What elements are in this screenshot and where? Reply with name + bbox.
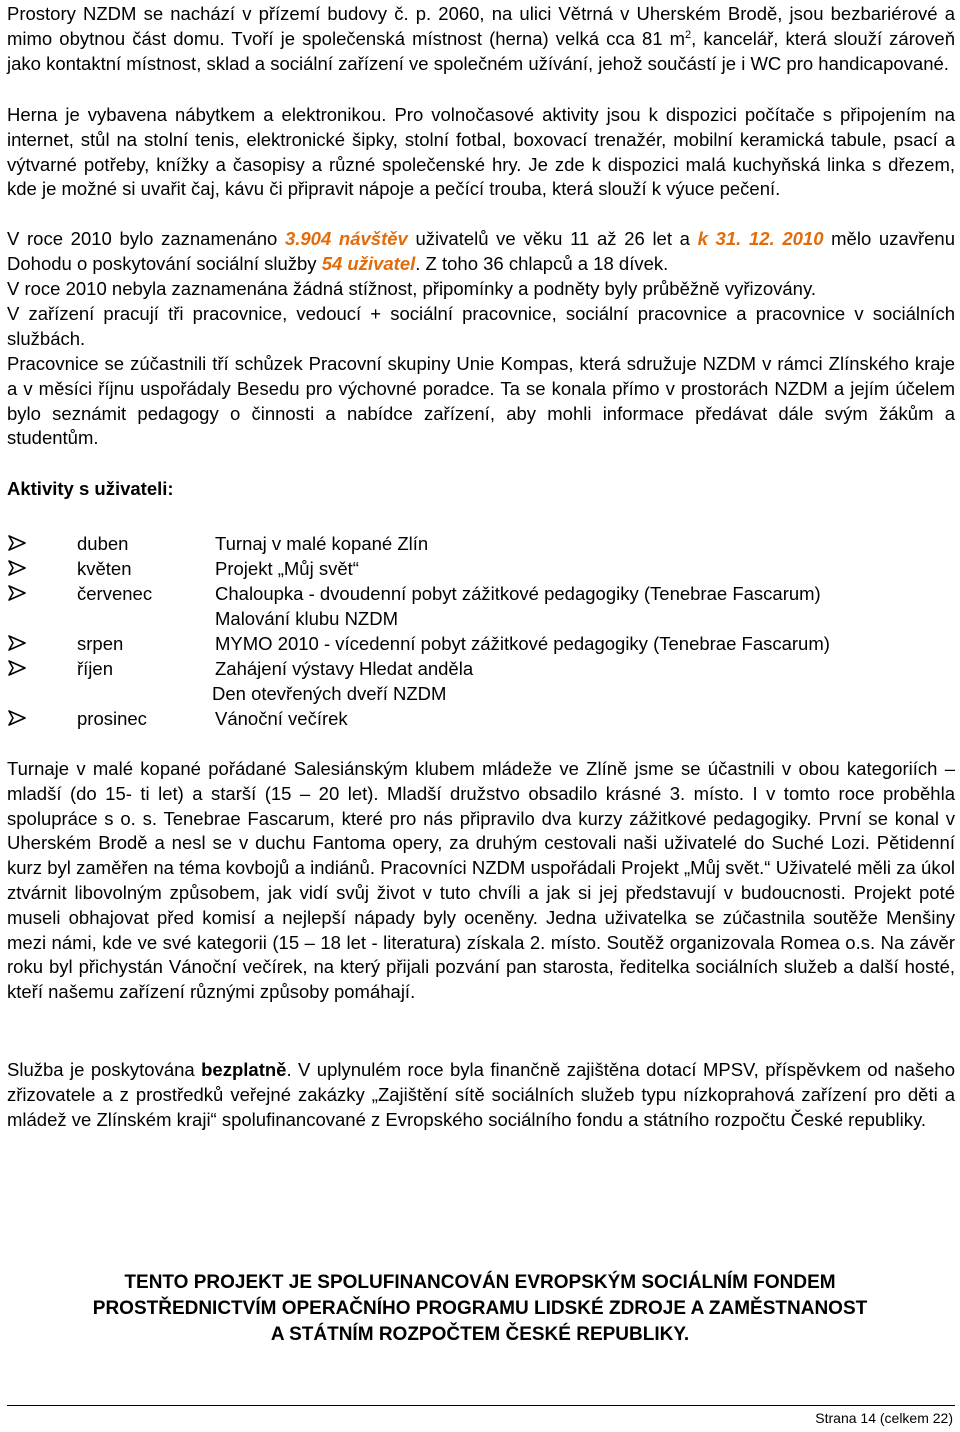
paragraph-premises: Prostory NZDM se nachází v přízemí budovy č. p. 2060, na ulici Větrná v Uherském Brodě, jsou bezbariérové a mimo obytnou část domu. Tvoří je společenská místnost (herna) velká cca 81 $m^2$, kancelář, která slouží zároveň jako kontaktní místnost, sklad a sociální zařízení ve společném užívání, jehož součástí je i WC pro handicapované.	[7, 3, 955, 74]
activity-item: prosinec Vánoční večírek	[7, 706, 955, 731]
paragraph-staff: V zařízení pracují tři pracovnice, vedoucí + sociální pracovnice, sociální pracovnice a pracovnice v sociálních službách.	[7, 303, 955, 349]
notice-line-3: A STÁTNÍM ROZPOČTEM ČESKÉ REPUBLIKY.	[270, 1324, 690, 1345]
notice-line-2: PROSTŘEDNICTVÍM OPERAČNÍHO PROGRAMU LIDSKÉ ZDROJE A ZAMĚSTNANOST	[92, 1298, 868, 1319]
arrow-bullet-icon	[7, 635, 27, 651]
paragraph-complaints: V roce 2010 nebyla zaznamenána žádná stížnost, připomínky a podněty byly průběžně vyřizovány.	[7, 278, 816, 299]
visits-count: 3.904 návštěv	[284, 228, 408, 249]
activities-heading: Aktivity s uživateli:	[7, 478, 174, 499]
users-count: 54 uživatel	[321, 252, 416, 274]
paragraph-statistics: V roce 2010 bylo zaznamenáno 3.904 návštěv uživatelů ve věku 11 až 26 let a k 31. 12. 2010 mělo uzavřenu Dohodu o poskytování sociální služby 54 uživatel. Z toho 36 chlapců a 18 dívek.	[7, 228, 956, 274]
footer-divider	[7, 1405, 955, 1406]
arrow-bullet-icon	[7, 660, 27, 676]
arrow-bullet-icon	[7, 560, 27, 576]
eu-funding-notice	[0, 1270, 960, 1348]
activity-item: květen Projekt „Můj svět“	[7, 556, 955, 581]
arrow-bullet-icon	[7, 710, 27, 726]
paragraph-activities-detail: Turnaje v malé kopané pořádané Salesiánským klubem mládeže ve Zlíně jsme se účastnili v obou kategoriích – mladší (do 15- ti let) a starší (15 – 20 let). Mladší družstvo obsadilo krásné 3. místo. I v tomto roce proběhla spolupráce s o. s. Tenebrae Fascarum, které pro nás připravilo dva kurzy zážitkové pedagogiky. První se konal v Uherském Brodě a nesl se v duchu Fantoma opery, za druhým cestovali naši uživatelé do Suché Lozi. Pětidenní kurz byl zaměřen na téma kovbojů a indiánů. Pracovníci NZDM uspořádali Projekt „Můj svět.“ Uživatelé měli za úkol ztvárnit libovolným způsobem, jak vidí svůj život v tuto chvíli a jak si jej představují v budoucnosti. Projekt poté museli obhajovat před komisí a nejlepší nápady byly oceněny. Jedna uživatelka se zúčastnila soutěže Menšiny mezi námi, kde ve své kategorii (15 – 18 let - literatura) získala 2. místo. Soutěž organizovala Romea o.s. Na závěr roku byl přichystán Vánoční večírek, na který přijali pozvání pan starosta, ředitelka sociálních služeb a další hosté, kteří našemu zařízení různými způsoby pomáhají.	[7, 758, 955, 1003]
paragraph-funding: Služba je poskytována bezplatně. V uplynulém roce byla finančně zajištěna dotací MPSV, příspěvkem od našeho zřizovatele a z prostředků veřejné zakázky „Zajištění sítě sociálních služeb typu nízkoprahová zařízení pro děti a mládež ve Zlínském kraji“ spolufinancované z Evropského sociálního fondu a státního rozpočtu České republiky.	[7, 1059, 955, 1130]
activity-item: duben Turnaj v malé kopané Zlín	[7, 531, 955, 556]
date-highlight: k 31. 12. 2010	[697, 228, 824, 249]
paragraph-meetings: Pracovnice se zúčastnili tří schůzek Pracovní skupiny Unie Kompas, která sdružuje NZDM v rámci Zlínského kraje a v měsíci říjnu uspořádaly Besedu pro výchovné poradce. Ta se konala přímo v prostorách NZDM a jejím účelem bylo seznámit pedagogy o činnosti a nabídce zařízení, aby mohli informace předávat dále svým žákům a studentům.	[7, 353, 955, 449]
activity-item: říjen Zahájení výstavy Hledat anděla	[7, 656, 955, 681]
notice-line-1: TENTO PROJEKT JE SPOLUFINANCOVÁN EVROPSKÝM SOCIÁLNÍM FONDEM	[124, 1272, 836, 1293]
activity-item-continued: Malování klubu NZDM	[215, 608, 399, 629]
activity-item: červenec Chaloupka - dvoudenní pobyt zážitkové pedagogiky (Tenebrae Fascarum)	[7, 581, 955, 606]
arrow-bullet-icon	[7, 585, 27, 601]
superscript-2: 2	[685, 28, 692, 41]
activities-list	[7, 531, 955, 731]
activity-item: srpen MYMO 2010 - vícedenní pobyt zážitkové pedagogiky (Tenebrae Fascarum)	[7, 631, 955, 656]
paragraph-equipment: Herna je vybavena nábytkem a elektronikou. Pro volnočasové aktivity jsou k dispozici počítače s připojením na internet, stůl na stolní tenis, elektronické šipky, stolní fotbal, boxovací trenažér, mobilní keramická tabule, psací a výtvarné potřeby, knížky a časopisy a různé společenské hry. Je zde k dispozici malá kuchyňská linka s dřezem, kde je možné si uvařit čaj, kávu či připravit nápoje a pečící trouba, která slouží k výuce pečení.	[7, 104, 955, 200]
page-number: Strana 14 (celkem 22)	[815, 1410, 953, 1426]
arrow-bullet-icon	[7, 535, 27, 551]
free-of-charge: bezplatně	[201, 1059, 287, 1080]
activity-item-continued: Den otevřených dveří NZDM	[212, 683, 447, 704]
